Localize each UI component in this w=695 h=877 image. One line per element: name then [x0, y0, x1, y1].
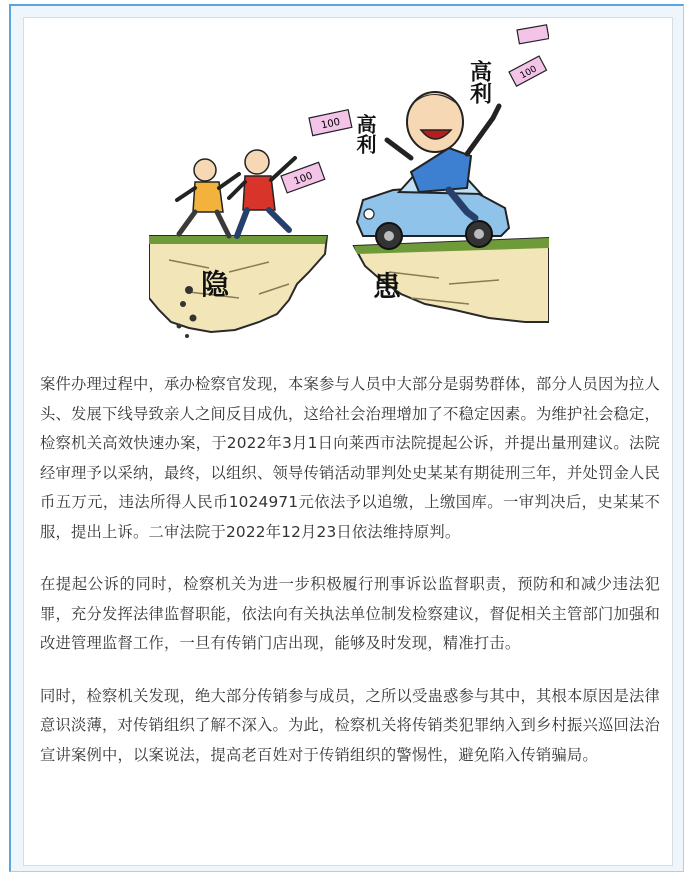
- label-hidden: 隐: [201, 268, 230, 301]
- bill-value-text: 100: [320, 116, 342, 132]
- money-bill: [517, 25, 549, 44]
- cartoon-illustration: [149, 22, 549, 347]
- money-bill: [309, 110, 352, 136]
- bill-value-text: 100: [518, 64, 539, 82]
- cartoon-svg: [149, 22, 549, 347]
- paragraph-supervision: 在提起公诉的同时，检察机关为进一步积极履行刑事诉讼监督职责，预防和和减少违法犯罪，充分发挥法律监督职能，依法向有关执法单位制发检察建议，督促相关主管部门加强和改进管理监督工作，一旦有传销门店出现，能够及时发现，精准打击。: [40, 575, 660, 652]
- shout-top-text: 高利: [466, 60, 492, 104]
- label-danger: 患: [373, 270, 402, 303]
- paragraph-education: 同时，检察机关发现，绝大部分传销参与成员，之所以受蛊惑参与其中，其根本原因是法律意识淡薄，对传销组织了解不深入。为此，检察机关将传销类犯罪纳入到乡村振兴巡回法治宣讲案例中，以案说法，提高老百姓对于传销组织的警惕性，避免陷入传销骗局。: [40, 686, 660, 764]
- running-person-red: [229, 150, 295, 236]
- paragraph-verdict: 案件办理过程中，承办检察官发现，本案参与人员中大部分是弱势群体，部分人员因为拉人头、发展下线导致亲人之间反目成仇，这给社会治理增加了不稳定因素。为维护社会稳定，检察机关高效快速办案，于2022年3月1日向莱西市法院提起公诉，并提出量刑建议。法院经审理予以采纳，最终，以组织、领导传销活动罪判处史某某有期徒刑三年，并处罚金人民币五万元，违法所得人民币1024971元依法予以追缴，上缴国库。一审判决后，史某某不服，提出上诉。二审法院于2022年12月23日依法维持原判。: [40, 375, 660, 541]
- money-bill: [509, 56, 547, 86]
- bill-value-text: 100: [292, 170, 315, 188]
- shout-mid-text: 高利: [353, 114, 377, 154]
- left-cliff: [149, 236, 327, 332]
- article-body: [40, 370, 660, 793]
